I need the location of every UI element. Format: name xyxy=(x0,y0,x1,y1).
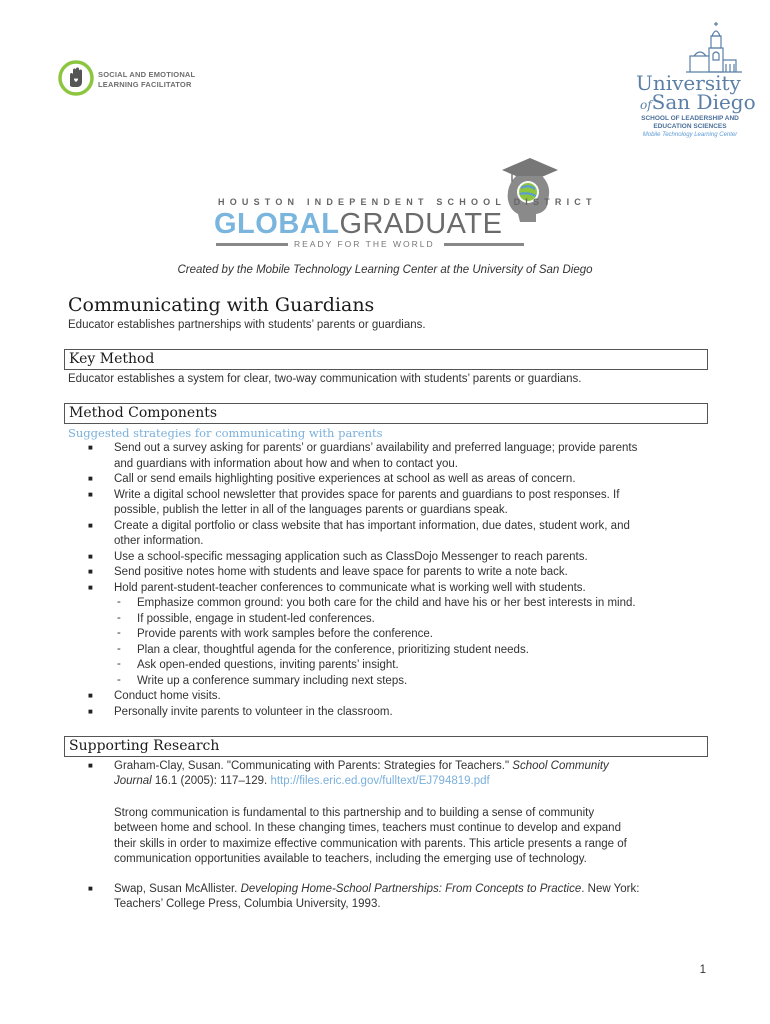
bullet-marker: ■ xyxy=(88,551,93,561)
dash-marker: - xyxy=(117,611,121,624)
ref1-journal-a: School Community xyxy=(512,760,609,772)
bullet-marker: ■ xyxy=(88,884,93,893)
mission-building-icon xyxy=(630,20,750,76)
hand-heart-icon xyxy=(58,58,94,98)
sel-logo-text xyxy=(98,70,195,90)
tagline-rule-right xyxy=(444,243,524,246)
method-components-header xyxy=(64,403,708,424)
reference-1-line1 xyxy=(114,759,609,774)
ref1-journal-b: Journal xyxy=(114,775,152,787)
dash-marker: - xyxy=(117,658,121,670)
sel-line2: LEARNING FACILITATOR xyxy=(98,80,192,89)
sub-list-item: Emphasize common ground: you both care for the child and have his or her best interests in mind. xyxy=(137,597,636,609)
bullet-marker: ■ xyxy=(88,443,93,452)
ref1-volume: 16.1 (2005): 117–129. xyxy=(151,775,271,787)
usd-school-line2: EDUCATION SCIENCES xyxy=(653,123,727,130)
page-title: Communicating with Guardians xyxy=(68,294,375,316)
method-components-heading: Method Components xyxy=(69,405,218,421)
summary-line: their skills in order to maximize effective communication with parents. This article presents a range of xyxy=(114,837,627,850)
bullet-marker: ■ xyxy=(88,761,93,770)
hisd-district-text: HOUSTON INDEPENDENT SCHOOL DISTRICT xyxy=(218,197,597,207)
sub-list-item: Ask open-ended questions, inviting parents’ insight. xyxy=(137,659,399,671)
supporting-research-header xyxy=(64,736,708,757)
dash-marker: - xyxy=(117,673,121,686)
usd-san-diego-text xyxy=(640,92,756,115)
sub-list-item: Provide parents with work samples before the conference. xyxy=(137,628,433,640)
list-item: Send out a survey asking for parents’ or guardians’ availability and preferred language; provide parents xyxy=(114,442,638,454)
dash-marker: - xyxy=(117,642,121,655)
bullet-marker: ■ xyxy=(88,567,93,576)
list-item: Personally invite parents to volunteer in the classroom. xyxy=(114,705,393,718)
list-item: Send positive notes home with students and leave space for parents to write a note back. xyxy=(114,566,568,578)
hisd-global-graduate-logo xyxy=(210,152,597,252)
key-method-text: Educator establishes a system for clear, two-way communication with students’ parents or guardians. xyxy=(68,373,582,385)
hisd-tagline: READY FOR THE WORLD xyxy=(294,239,435,249)
usd-logo xyxy=(630,20,756,142)
summary-line: between home and school. In these changing times, teachers must continue to develop and expand xyxy=(114,822,621,835)
usd-center-text: Mobile Technology Learning Center xyxy=(642,132,738,138)
key-method-heading: Key Method xyxy=(69,351,155,367)
graduate-head-icon xyxy=(492,152,562,222)
created-by-line: Created by the Mobile Technology Learning Center at the University of San Diego xyxy=(177,264,593,276)
bullet-marker: ■ xyxy=(88,706,93,716)
bullet-marker: ■ xyxy=(88,691,93,700)
strategies-heading: Suggested strategies for communicating with parents xyxy=(68,426,383,440)
dash-marker: - xyxy=(117,627,121,639)
sel-line1: SOCIAL AND EMOTIONAL xyxy=(98,70,196,79)
ref2-place: . New York: xyxy=(581,883,640,895)
sub-list-item: If possible, engage in student-led conferences. xyxy=(137,612,375,625)
list-item: Create a digital portfolio or class website that has important information, due dates, student work, and xyxy=(114,519,630,532)
ref2-title: Developing Home-School Partnerships: From Concepts to Practice xyxy=(240,883,582,895)
supporting-research-heading: Supporting Research xyxy=(69,738,220,754)
reference-2-line1 xyxy=(114,882,639,897)
hisd-wordmark xyxy=(214,208,502,241)
summary-line: Strong communication is fundamental to this partnership and to building a sense of community xyxy=(114,807,595,819)
list-item: Call or send emails highlighting positive experiences at school as well as areas of concern. xyxy=(114,473,576,485)
list-item: Use a school-specific messaging application such as ClassDojo Messenger to reach parents. xyxy=(114,550,588,563)
reference-2-line2: Teachers’ College Press, Columbia University, 1993. xyxy=(114,898,381,910)
usd-university-text: University xyxy=(636,71,741,95)
sub-list-item: Write up a conference summary including next steps. xyxy=(137,674,408,687)
dash-marker: - xyxy=(117,596,121,608)
sel-logo xyxy=(58,58,238,100)
ref1-link[interactable]: http://files.eric.ed.gov/fulltext/EJ794819.pdf xyxy=(270,775,490,787)
usd-of: of xyxy=(640,98,652,112)
usd-school-text xyxy=(638,115,742,131)
list-item: Hold parent-student-teacher conferences to communicate what is working well with students. xyxy=(114,581,586,594)
reference-1-line2 xyxy=(114,774,490,789)
hisd-global: GLOBAL xyxy=(214,208,340,240)
bullet-marker: ■ xyxy=(88,474,93,483)
page-number: 1 xyxy=(699,964,706,976)
sub-list-item: Plan a clear, thoughtful agenda for the conference, prioritizing student needs. xyxy=(137,643,529,656)
usd-san-diego: San Diego xyxy=(651,90,756,114)
ref1-authors-title: Graham-Clay, Susan. "Communicating with Parents: Strategies for Teachers." xyxy=(114,760,513,772)
key-method-header xyxy=(64,349,708,370)
usd-school-line1: SCHOOL OF LEADERSHIP AND xyxy=(641,115,739,122)
bullet-marker: ■ xyxy=(88,520,93,530)
hisd-graduate: GRADUATE xyxy=(339,208,503,240)
list-item: Write a digital school newsletter that provides space for parents and guardians to post responses. If xyxy=(114,488,620,501)
list-item: other information. xyxy=(114,535,204,547)
list-item: Conduct home visits. xyxy=(114,690,221,702)
list-item: possible, publish the letter in all of the languages parents or guardians speak. xyxy=(114,504,508,516)
bullet-marker: ■ xyxy=(88,582,93,592)
tagline-rule-left xyxy=(216,243,288,246)
bullet-marker: ■ xyxy=(88,489,93,499)
page-subtitle: Educator establishes partnerships with students’ parents or guardians. xyxy=(68,319,426,331)
ref2-author: Swap, Susan McAllister. xyxy=(114,883,241,895)
list-item: and guardians with information about how and when to contact you. xyxy=(114,457,458,470)
summary-line: communication opportunities available to teachers, including the emerging use of technology. xyxy=(114,852,587,865)
